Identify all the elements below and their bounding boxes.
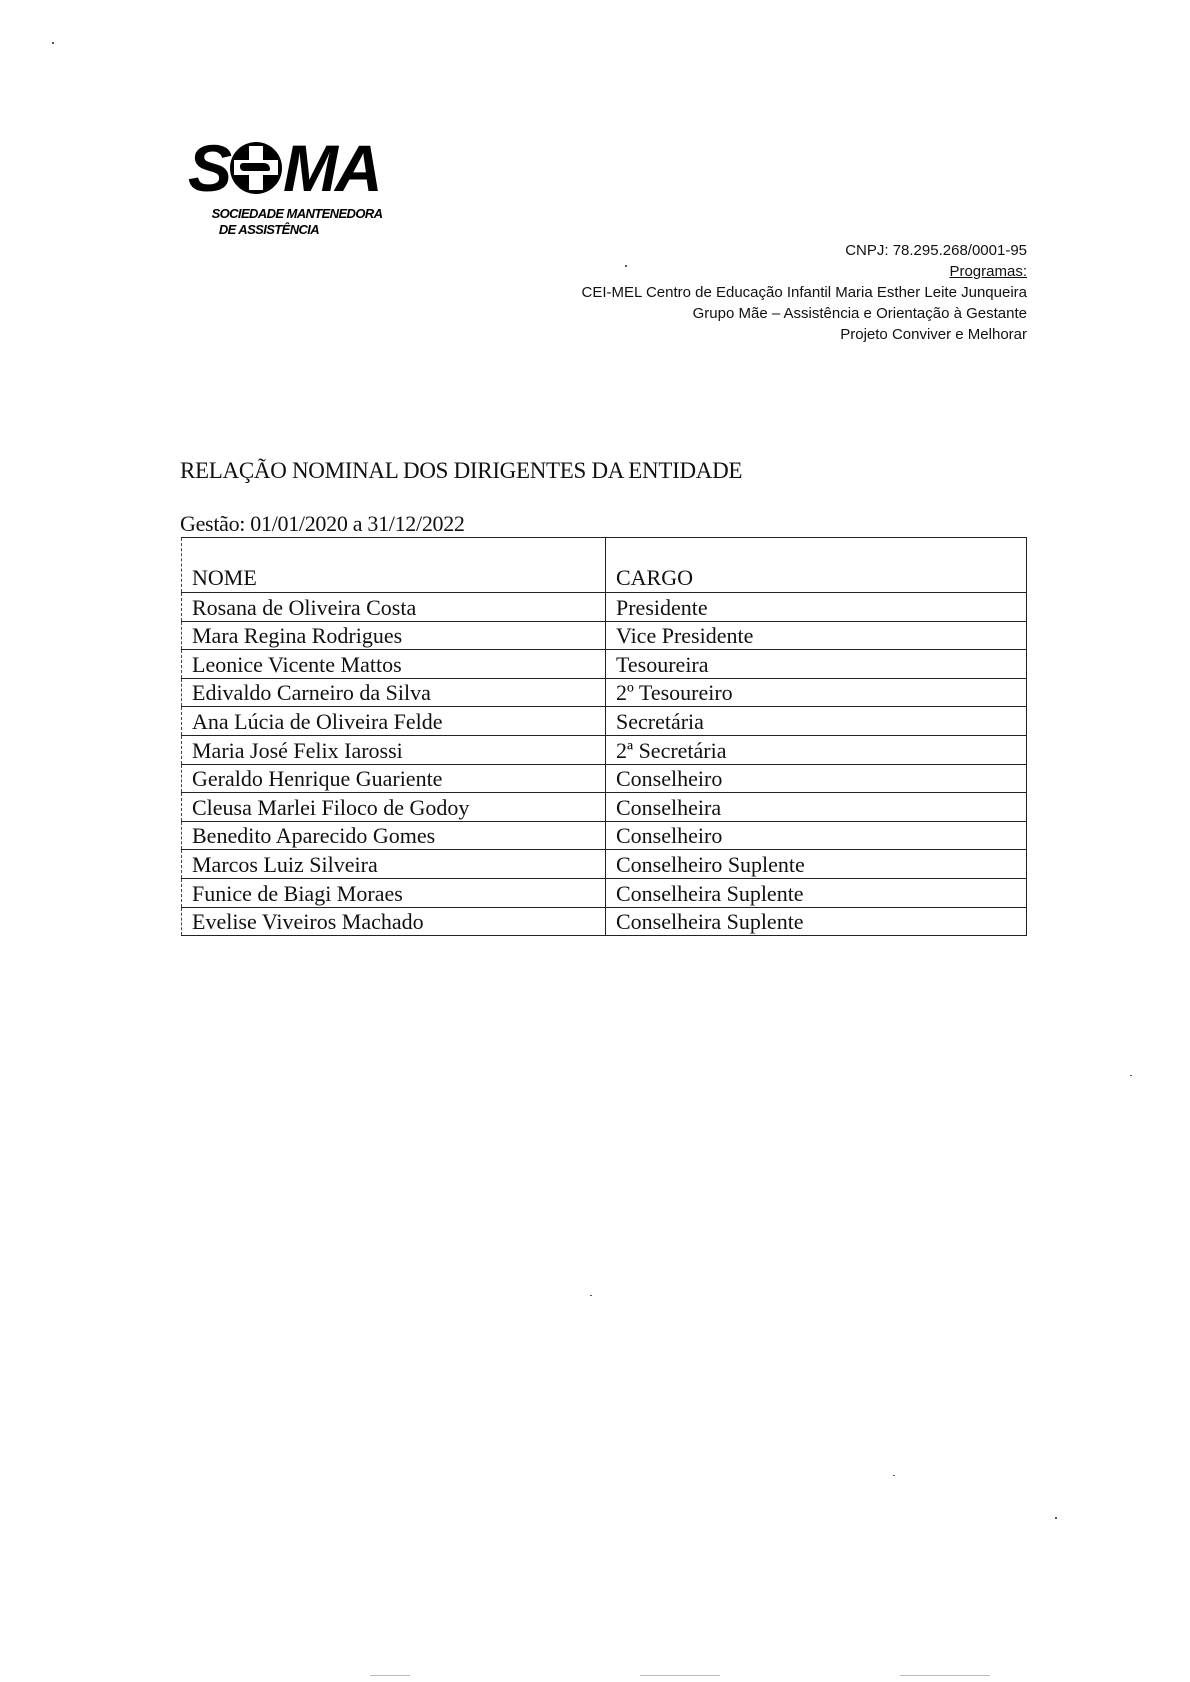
scan-speck [370,1675,410,1676]
table-row [182,678,1027,707]
dirigentes-table [181,537,1027,936]
cell-nome: Mara Regina Rodrigues [182,621,606,650]
logo-letters-ma: MA [283,131,380,205]
scan-speck [52,42,54,44]
cell-nome: Evelise Viveiros Machado [182,907,606,936]
cell-nome: Rosana de Oliveira Costa [182,593,606,622]
program-item: CEI-MEL Centro de Educação Infantil Maria Esther Leite Junqueira [581,284,1027,301]
scan-speck [900,1675,990,1676]
cell-cargo: Secretária [606,707,1027,736]
cell-cargo: Tesoureira [606,650,1027,679]
table-row [182,793,1027,822]
cell-nome: Cleusa Marlei Filoco de Godoy [182,793,606,822]
table-row [182,593,1027,622]
cell-nome: Leonice Vicente Mattos [182,650,606,679]
document-title: RELAÇÃO NOMINAL DOS DIRIGENTES DA ENTIDADE [180,458,743,483]
table-row [182,650,1027,679]
cell-nome: Marcos Luiz Silveira [182,850,606,879]
table-row [182,621,1027,650]
cell-nome: Edivaldo Carneiro da Silva [182,678,606,707]
logo-letter-s: S [188,131,230,205]
cell-nome: Maria José Felix Iarossi [182,735,606,764]
cell-cargo: Vice Presidente [606,621,1027,650]
gestao-period: Gestão: 01/01/2020 a 31/12/2022 [180,511,465,536]
table-row [182,907,1027,936]
programs-label: Programas: [949,263,1027,280]
program-item: Projeto Conviver e Melhorar [840,326,1027,343]
cell-nome: Ana Lúcia de Oliveira Felde [182,707,606,736]
table-row [182,735,1027,764]
table-header-row [182,538,1027,593]
scan-speck [590,1295,592,1296]
cell-cargo: Conselheiro Suplente [606,850,1027,879]
program-item: Grupo Mãe – Assistência e Orientação à Gestante [692,305,1027,322]
cell-cargo: 2ª Secretária [606,735,1027,764]
cell-cargo: Presidente [606,593,1027,622]
table-row [182,821,1027,850]
cell-nome: Funice de Biagi Moraes [182,878,606,907]
header-cargo: CARGO [606,538,1027,593]
cell-cargo: Conselheira Suplente [606,907,1027,936]
org-info-block [581,240,1027,345]
table-row [182,850,1027,879]
logo-wordmark [188,131,380,205]
cell-nome: Geraldo Henrique Guariente [182,764,606,793]
cell-cargo: Conselheiro [606,821,1027,850]
cell-cargo: Conselheira [606,793,1027,822]
table-row [182,878,1027,907]
cnpj-text: CNPJ: 78.295.268/0001-95 [845,242,1027,259]
cell-cargo: Conselheira Suplente [606,878,1027,907]
scan-speck [1055,1517,1057,1519]
scan-speck [893,1475,895,1476]
header-nome: NOME [182,538,606,593]
logo-subtitle-line1: SOCIEDADE MANTENEDORA [211,206,383,221]
cell-cargo: 2º Tesoureiro [606,678,1027,707]
logo-subtitle-line2: DE ASSISTÊNCIA [218,222,320,237]
table-row [182,707,1027,736]
scan-speck [640,1675,720,1676]
table-row [182,764,1027,793]
scan-speck [625,265,627,267]
soma-logo [188,131,410,242]
scan-speck [1130,1075,1132,1076]
cross-hand-icon [230,142,282,194]
cell-cargo: Conselheiro [606,764,1027,793]
cell-nome: Benedito Aparecido Gomes [182,821,606,850]
